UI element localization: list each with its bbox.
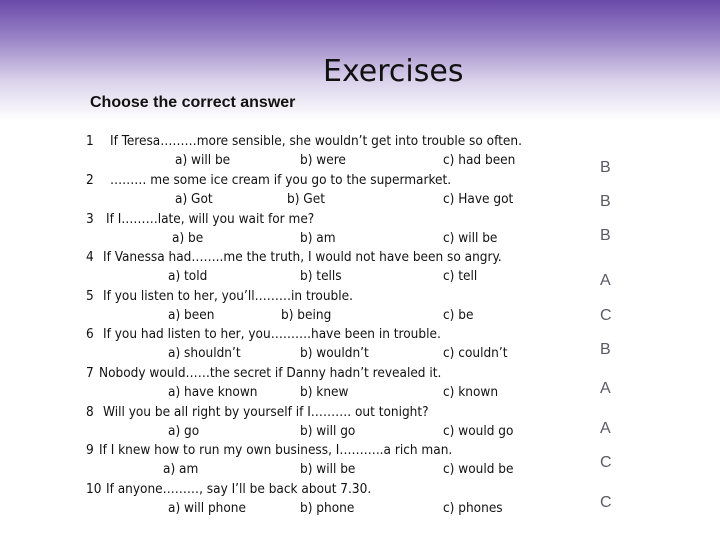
option-a: a) will phone: [168, 500, 246, 516]
question-6: [86, 326, 441, 342]
answer-4: A: [600, 272, 611, 289]
option-b: b) being: [281, 307, 332, 323]
question-number: 4: [86, 249, 94, 265]
page-title: Exercises: [323, 54, 464, 89]
instruction: Choose the correct answer: [90, 94, 296, 111]
answer-6: B: [600, 341, 611, 358]
question-3: [86, 211, 314, 227]
option-a: a) be: [172, 230, 204, 246]
answer-5: C: [600, 307, 612, 324]
question-number: 3: [86, 211, 94, 227]
question-8: [86, 404, 429, 420]
question-number: 6: [86, 326, 94, 342]
question-number: 8: [86, 404, 94, 420]
question-10: [86, 481, 371, 497]
question-text: If Teresa………more sensible, she wouldn’t get into trouble so often.: [110, 133, 522, 149]
option-b: b) tells: [300, 268, 342, 284]
option-c: c) be: [443, 307, 474, 323]
question-5: [86, 288, 353, 304]
option-c: c) would go: [443, 423, 514, 439]
option-a: a) been: [168, 307, 215, 323]
option-b: b) were: [300, 152, 346, 168]
option-a: a) go: [168, 423, 200, 439]
option-b: b) wouldn’t: [300, 345, 369, 361]
option-b: b) Get: [287, 191, 325, 207]
option-b: b) phone: [300, 500, 355, 516]
answer-2: B: [600, 193, 611, 210]
option-b: b) am: [300, 230, 336, 246]
option-a: a) will be: [175, 152, 231, 168]
question-9: [86, 442, 452, 458]
question-text: Will you be all right by yourself if I………. out tonight?: [103, 404, 429, 420]
question-number: 9: [86, 442, 94, 458]
option-c: c) known: [443, 384, 499, 400]
option-c: c) phones: [443, 500, 503, 516]
question-text: If I………late, will you wait for me?: [106, 211, 315, 227]
question-text: If Vanessa had……..me the truth, I would not have been so angry.: [103, 249, 502, 265]
option-a: a) have known: [168, 384, 258, 400]
option-c: c) had been: [443, 152, 516, 168]
option-c: c) tell: [443, 268, 478, 284]
answer-9: C: [600, 454, 612, 471]
option-c: c) couldn’t: [443, 345, 508, 361]
answer-7: A: [600, 380, 611, 397]
question-text: If I knew how to run my own business, I………..a rich man.: [99, 442, 453, 458]
answer-3: B: [600, 227, 611, 244]
option-c: c) will be: [443, 230, 498, 246]
answer-1: B: [600, 159, 611, 176]
answer-10: C: [600, 494, 612, 511]
option-a: a) am: [163, 461, 199, 477]
option-b: b) will be: [300, 461, 356, 477]
question-text: If you had listen to her, you……….have been in trouble.: [103, 326, 441, 342]
question-number: 7: [86, 365, 94, 381]
question-number: 10: [86, 481, 102, 497]
question-text: ……… me some ice cream if you go to the supermarket.: [110, 172, 452, 188]
option-a: a) told: [168, 268, 208, 284]
answer-8: A: [600, 420, 611, 437]
question-7: [86, 365, 441, 381]
question-2: [86, 172, 451, 188]
question-text: If anyone………, say I’ll be back about 7.30.: [106, 481, 372, 497]
question-4: [86, 249, 502, 265]
option-b: b) knew: [300, 384, 349, 400]
question-number: 2: [86, 172, 94, 188]
option-a: a) shouldn’t: [168, 345, 241, 361]
option-c: c) would be: [443, 461, 514, 477]
question-1: [86, 133, 522, 149]
option-a: a) Got: [175, 191, 213, 207]
question-number: 1: [86, 133, 94, 149]
question-number: 5: [86, 288, 94, 304]
option-b: b) will go: [300, 423, 356, 439]
question-text: Nobody would……the secret if Danny hadn’t revealed it.: [99, 365, 442, 381]
question-text: If you listen to her, you’ll………in trouble.: [103, 288, 353, 304]
option-c: c) Have got: [443, 191, 514, 207]
